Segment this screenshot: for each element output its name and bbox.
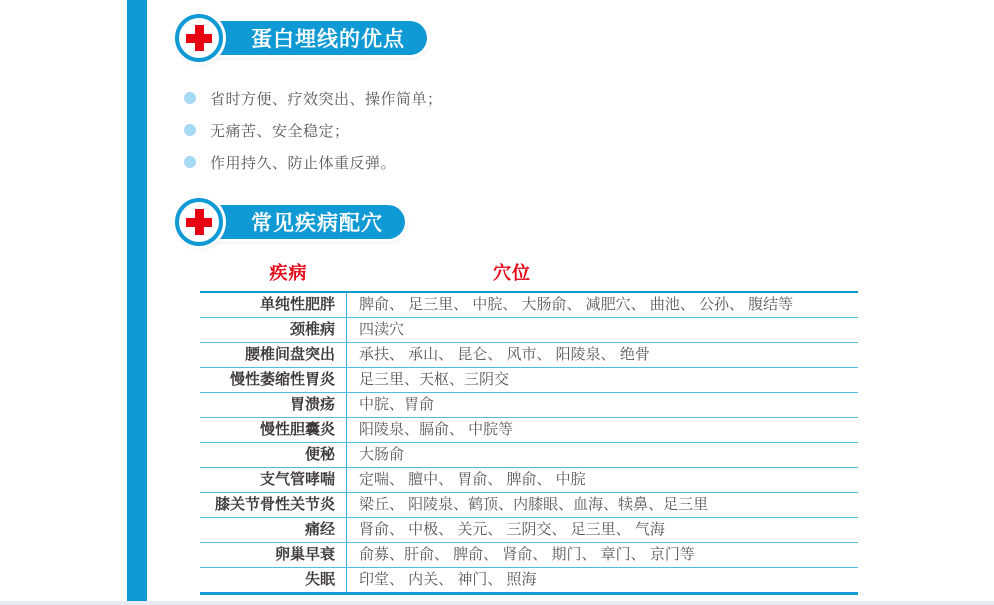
disease-cell: 失眠	[200, 568, 347, 592]
acupoint-table	[200, 291, 858, 595]
table-row	[200, 318, 858, 343]
points-cell: 肾俞、 中极、 关元、 三阴交、 足三里、 气海	[359, 521, 665, 538]
points-cell: 大肠俞	[359, 446, 405, 463]
points-cell: 脾俞、 足三里、 中脘、 大肠俞、 减肥穴、 曲池、 公孙、 腹结等	[359, 296, 794, 313]
table-row	[200, 518, 858, 543]
column-header-disease: 疾病	[269, 263, 308, 283]
points-cell: 阳陵泉、膈俞、 中脘等	[359, 421, 514, 438]
table-row	[200, 368, 858, 393]
advantage-text: 无痛苦、安全稳定；	[210, 122, 350, 140]
points-cell: 足三里、天枢、三阴交	[359, 371, 510, 388]
table-row	[200, 418, 858, 443]
table-row	[200, 393, 858, 418]
red-cross-icon	[175, 14, 223, 62]
cross-glyph	[186, 209, 212, 235]
section-title-acupoints: 常见疾病配穴	[195, 205, 405, 239]
disease-cell: 便秘	[200, 443, 347, 467]
bullet-dot-icon	[184, 124, 196, 136]
table-row	[200, 468, 858, 493]
table-row	[200, 343, 858, 368]
points-cell: 中脘、胃俞	[359, 396, 435, 413]
advantage-item	[184, 114, 443, 146]
table-row	[200, 293, 858, 318]
points-cell: 俞募、肝俞、 脾俞、 肾俞、 期门、 章门、 京门等	[359, 546, 695, 563]
table-row	[200, 568, 858, 592]
disease-cell: 支气管哮喘	[200, 468, 347, 492]
bullet-dot-icon	[184, 156, 196, 168]
disease-cell: 慢性萎缩性胃炎	[200, 368, 347, 392]
points-cell: 定喘、 膻中、 胃俞、 脾俞、 中脘	[359, 471, 586, 488]
disease-cell: 腰椎间盘突出	[200, 343, 347, 367]
disease-cell: 胃溃疡	[200, 393, 347, 417]
table-row	[200, 493, 858, 518]
table-row	[200, 443, 858, 468]
column-header-points: 穴位	[493, 263, 531, 283]
cross-glyph	[186, 25, 212, 51]
table-row	[200, 543, 858, 568]
left-accent-bar	[127, 0, 147, 601]
disease-cell: 膝关节骨性关节炎	[200, 493, 347, 517]
disease-cell: 慢性胆囊炎	[200, 418, 347, 442]
disease-cell: 痛经	[200, 518, 347, 542]
advantage-text: 省时方便、疗效突出、操作简单；	[210, 90, 443, 108]
points-cell: 承扶、 承山、 昆仑、 风市、 阳陵泉、 绝骨	[359, 346, 650, 363]
advantages-list	[184, 82, 443, 178]
disease-cell: 颈椎病	[200, 318, 347, 342]
advantage-text: 作用持久、防止体重反弹。	[210, 154, 397, 172]
disease-cell: 卵巢早衰	[200, 543, 347, 567]
bullet-dot-icon	[184, 92, 196, 104]
red-cross-icon	[175, 198, 223, 246]
bottom-strip	[0, 601, 994, 605]
disease-cell: 单纯性肥胖	[200, 293, 347, 317]
advantage-item	[184, 82, 443, 114]
points-cell: 四渎穴	[359, 321, 405, 338]
points-cell: 印堂、 内关、 神门、 照海	[359, 571, 537, 588]
section-title-advantages: 蛋白埋线的优点	[195, 21, 427, 55]
advantage-item	[184, 146, 443, 178]
points-cell: 梁丘、 阳陵泉、鹤顶、内膝眼、血海、犊鼻、足三里	[359, 496, 709, 513]
